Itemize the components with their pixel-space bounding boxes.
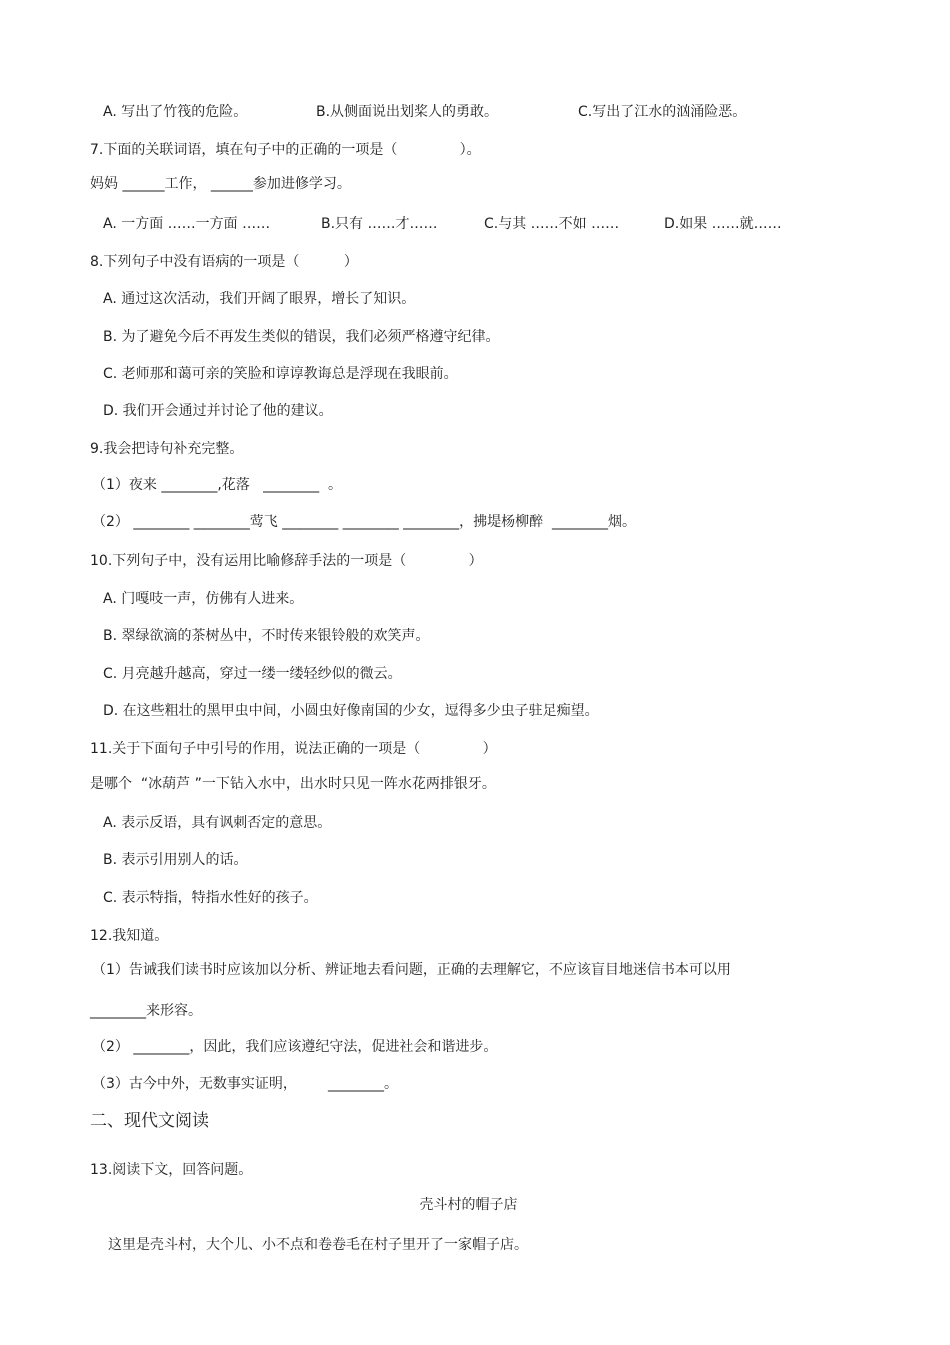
- q10-option-c: C. 月亮越升越高，穿过一缕一缕轻纱似的微云。: [103, 666, 402, 682]
- q7-option-a: A. 一方面 ……一方面 ……: [103, 216, 271, 232]
- q10-option-d: D. 在这些粗壮的黑甲虫中间，小圆虫好像南国的少女，逗得多少虫子驻足痴望。: [103, 703, 599, 719]
- q9-item-1: （1）夜来 ________,花落 ________ 。: [92, 477, 343, 493]
- q8-option-b: B. 为了避免今后不再发生类似的错误，我们必须严格遵守纪律。: [103, 329, 500, 345]
- q8-option-c: C. 老师那和蔼可亲的笑脸和谆谆教诲总是浮现在我眼前。: [103, 366, 458, 382]
- q8-option-d: D. 我们开会通过并讨论了他的建议。: [103, 403, 333, 419]
- q8-stem: 8.下列句子中没有语病的一项是（ ）: [90, 254, 358, 270]
- q11-option-c: C. 表示特指，特指水性好的孩子。: [103, 890, 318, 906]
- q7-stem: 7.下面的关联词语，填在句子中的正确的一项是（ ）。: [90, 142, 481, 158]
- q12-item-1-line-2: ________来形容。: [90, 1003, 202, 1019]
- q7-option-d: D.如果 ……就……: [664, 216, 782, 232]
- passage-paragraph: 这里是壳斗村，大个儿、小不点和卷卷毛在村子里开了一家帽子店。: [108, 1237, 528, 1253]
- q9-stem: 9.我会把诗句补充完整。: [90, 441, 244, 457]
- passage-title: 壳斗村的帽子店: [419, 1197, 518, 1213]
- q12-item-2: （2） ________，因此，我们应该遵纪守法，促进社会和谐进步。: [92, 1039, 498, 1055]
- q12-item-3: （3）古今中外，无数事实证明， ________。: [92, 1076, 399, 1092]
- q7-sentence: 妈妈 ______工作， ______参加进修学习。: [90, 176, 351, 192]
- q11-option-b: B. 表示引用别人的话。: [103, 852, 248, 868]
- q9-item-2: （2） ________ ________莺飞 ________ ________ ________，拂堤杨柳醉 ________烟。: [92, 514, 637, 530]
- q7-option-b: B.只有 ……才……: [321, 216, 438, 232]
- q11-option-a: A. 表示反语，具有讽刺否定的意思。: [103, 815, 332, 831]
- q10-option-a: A. 门嘎吱一声，仿佛有人进来。: [103, 591, 304, 607]
- q12-stem: 12.我知道。: [90, 928, 169, 944]
- q11-stem: 11.关于下面句子中引号的作用，说法正确的一项是（ ）: [90, 741, 497, 757]
- q6-option-c: C.写出了江水的汹涌险恶。: [578, 104, 747, 120]
- q8-option-a: A. 通过这次活动，我们开阔了眼界，增长了知识。: [103, 291, 416, 307]
- q6-option-b: B.从侧面说出划桨人的勇敢。: [316, 104, 499, 120]
- q7-option-c: C.与其 ……不如 ……: [484, 216, 620, 232]
- q13-stem: 13.阅读下文，回答问题。: [90, 1162, 253, 1178]
- q12-item-1-line-1: （1）告诫我们读书时应该加以分析、辨证地去看问题，正确的去理解它，不应该盲目地迷信书本可以用: [92, 962, 731, 978]
- q6-option-a: A. 写出了竹筏的危险。: [103, 104, 248, 120]
- q10-option-b: B. 翠绿欲滴的茶树丛中，不时传来银铃般的欢笑声。: [103, 628, 430, 644]
- section-heading: 二、现代文阅读: [90, 1111, 209, 1131]
- q10-stem: 10.下列句子中，没有运用比喻修辞手法的一项是（ ）: [90, 553, 483, 569]
- q11-sentence: 是哪个 “冰葫芦 ”一下钻入水中，出水时只见一阵水花两排银牙。: [90, 776, 496, 792]
